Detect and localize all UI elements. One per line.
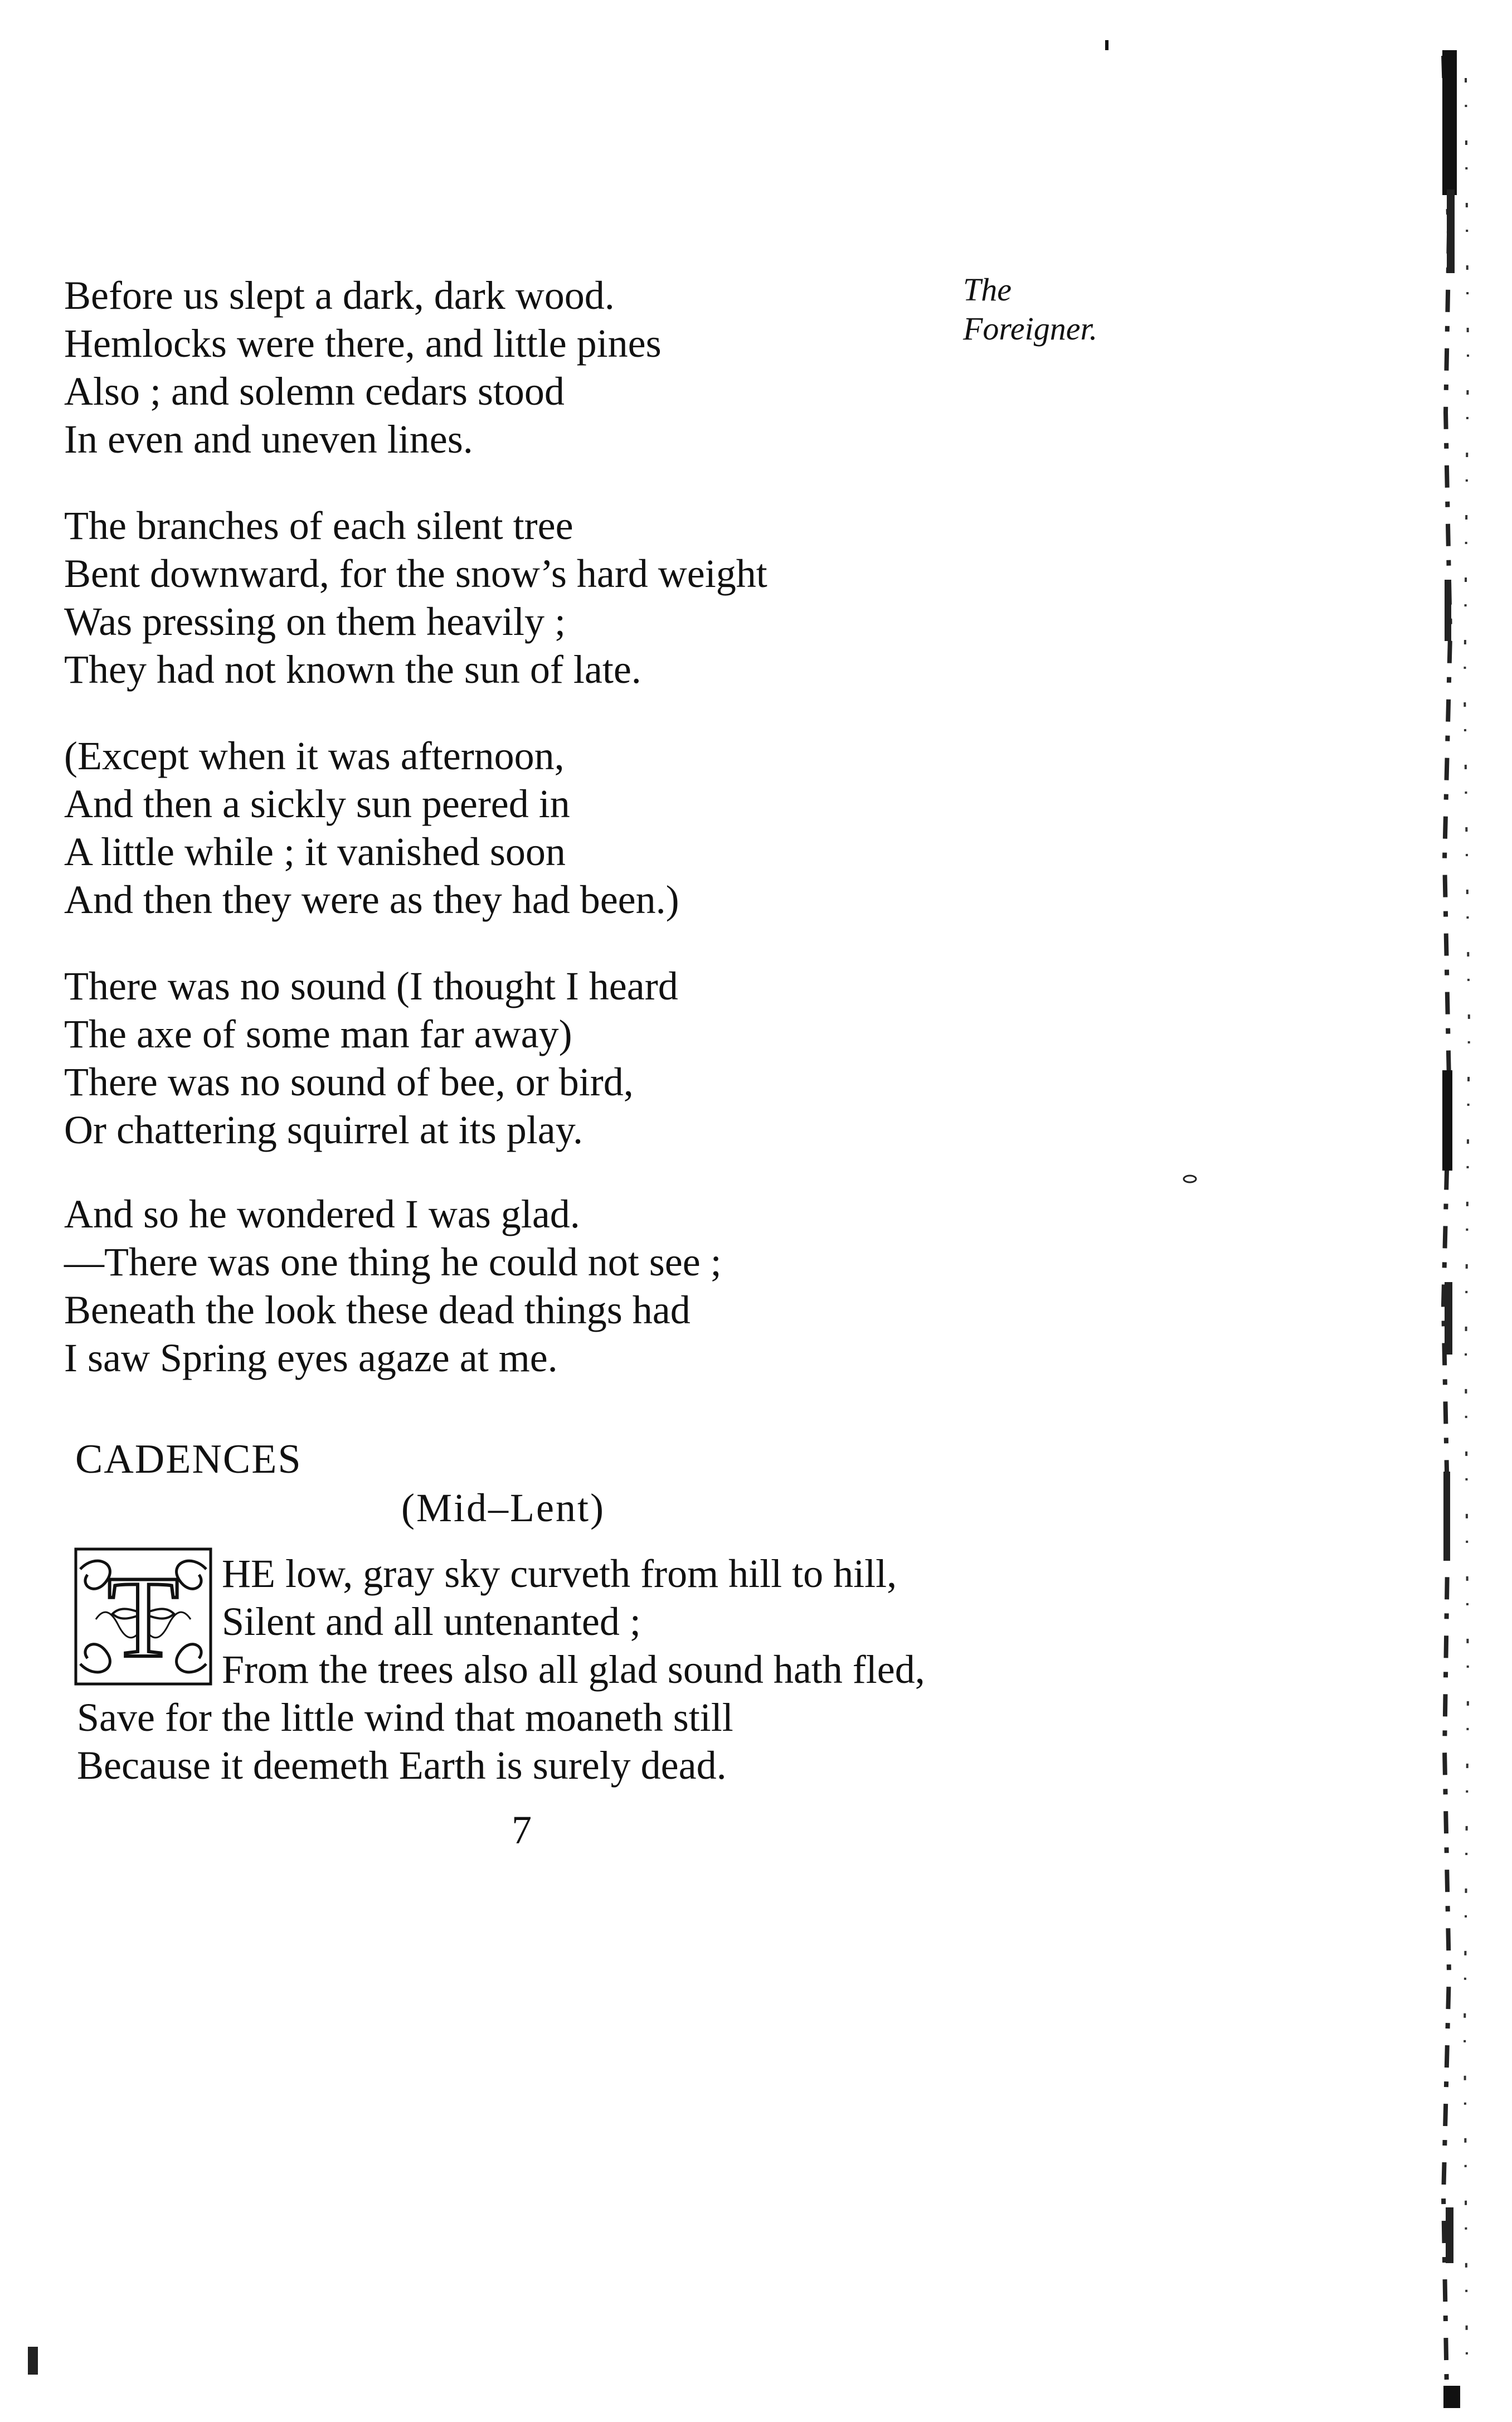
verse-line: Save for the little wind that moaneth still [77, 1695, 733, 1740]
ornamental-dropcap [74, 1547, 213, 1686]
verse-line: Silent and all untenanted ; [222, 1599, 641, 1644]
verse-line: (Except when it was afternoon, [64, 734, 565, 778]
verse-line: Was pressing on them heavily ; [64, 599, 566, 644]
verse-line: I saw Spring eyes agaze at me. [64, 1336, 558, 1380]
verse-line: And then they were as they had been.) [64, 877, 679, 922]
section-subtitle: (Mid–Lent) [401, 1486, 605, 1530]
ink-smudge [1103, 39, 1110, 52]
verse-line: Because it deemeth Earth is surely dead. [77, 1743, 727, 1788]
marginal-note-line: The [963, 271, 1012, 308]
ink-smudge [22, 2341, 45, 2386]
stanza-1 [64, 271, 662, 463]
section-title: CADENCES [75, 1436, 302, 1482]
verse-line: The branches of each silent tree [64, 503, 573, 548]
scan-edge-noise [1410, 22, 1512, 2419]
marginal-note [963, 270, 1097, 348]
stanza-3 [64, 732, 679, 924]
verse-line: HE low, gray sky curveth from hill to hill, [222, 1551, 897, 1596]
verse-line: A little while ; it vanished soon [64, 829, 566, 874]
stanza-4 [64, 962, 678, 1154]
verse-line: From the trees also all glad sound hath fled, [222, 1647, 925, 1692]
ink-smudge [1182, 1173, 1198, 1185]
verse-line: Bent downward, for the snow’s hard weight [64, 551, 767, 596]
verse-line: Before us slept a dark, dark wood. [64, 273, 615, 318]
verse-line: Beneath the look these dead things had [64, 1288, 691, 1332]
verse-line: There was no sound of bee, or bird, [64, 1060, 634, 1104]
stanza-5 [64, 1190, 722, 1382]
verse-line: The axe of some man far away) [64, 1012, 572, 1056]
verse-line: And so he wondered I was glad. [64, 1192, 580, 1236]
verse-line: Also ; and solemn cedars stood [64, 369, 565, 414]
page-number: 7 [512, 1808, 532, 1852]
marginal-note-line: Foreigner. [963, 310, 1098, 347]
verse-line: There was no sound (I thought I heard [64, 964, 678, 1008]
verse-line: —There was one thing he could not see ; [64, 1240, 722, 1284]
verse-line: Hemlocks were there, and little pines [64, 321, 662, 366]
verse-line: Or chattering squirrel at its play. [64, 1108, 584, 1152]
verse-line: They had not known the sun of late. [64, 647, 641, 692]
stanza-2 [64, 502, 767, 693]
verse-line: And then a sickly sun peered in [64, 782, 570, 826]
dropcap-letter: T [107, 1552, 179, 1682]
verse-line: In even and uneven lines. [64, 417, 473, 462]
